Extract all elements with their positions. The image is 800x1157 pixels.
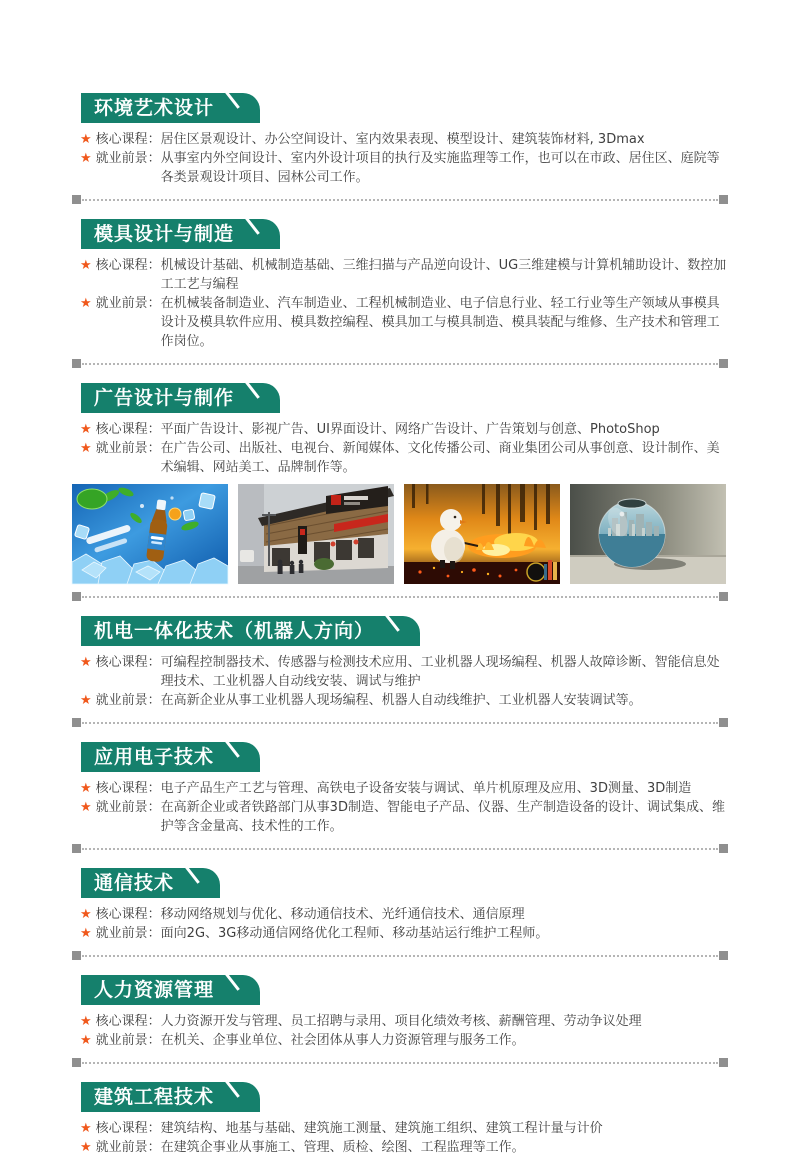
program-title-banner xyxy=(81,975,260,1005)
gallery-photo-city-in-fishbowl xyxy=(570,484,726,584)
separator-dotted-line xyxy=(82,596,718,598)
banner-ribbon-slit-icon xyxy=(245,217,260,235)
career-prospects-text: 从事室内外空间设计、室内外设计项目的执行及实施监理等工作，也可以在市政、居住区、庭院等各类景观设计项目、园林公司工作。 xyxy=(160,151,720,185)
program-title: 建筑工程技术 xyxy=(94,1086,215,1108)
career-prospects-text: 在高新企业或者铁路部门从事3D制造、智能电子产品、仪器、生产制造设备的设计、调试集成、维护等含金量高、技术性的工作。 xyxy=(160,800,725,834)
star-icon: ★ xyxy=(80,258,92,273)
star-icon: ★ xyxy=(80,781,92,796)
separator-square-left xyxy=(72,1058,81,1067)
program-title-banner xyxy=(81,1082,260,1112)
section-separator xyxy=(72,592,728,601)
career-prospects-row xyxy=(72,294,728,351)
core-courses-text: 人力资源开发与管理、员工招聘与录用、项目化绩效考核、薪酬管理、劳动争议处理 xyxy=(160,1014,642,1029)
program-title: 应用电子技术 xyxy=(94,746,215,768)
star-icon: ★ xyxy=(80,926,92,941)
program-section xyxy=(72,868,728,960)
career-prospects-row xyxy=(72,798,728,836)
section-separator xyxy=(72,844,728,853)
core-courses-row xyxy=(72,1012,728,1031)
core-courses-text: 居住区景观设计、办公空间设计、室内效果表现、模型设计、建筑装饰材料, 3Dmax xyxy=(160,132,645,147)
core-courses-text: 机械设计基础、机械制造基础、三维扫描与产品逆向设计、UG三维建模与计算机辅助设计、数控加工工艺与编程 xyxy=(160,258,727,292)
core-courses-label: 核心课程： xyxy=(95,781,161,796)
separator-dotted-line xyxy=(82,363,718,365)
career-prospects-text: 在建筑企事业从事施工、管理、质检、绘图、工程监理等工作。 xyxy=(160,1140,525,1155)
section-separator xyxy=(72,359,728,368)
separator-square-right xyxy=(719,844,728,853)
star-icon: ★ xyxy=(80,151,92,166)
career-prospects-label: 就业前景： xyxy=(95,926,161,941)
section-separator xyxy=(72,951,728,960)
star-icon: ★ xyxy=(80,800,92,815)
career-prospects-label: 就业前景： xyxy=(95,1033,161,1048)
separator-square-left xyxy=(72,592,81,601)
gallery-photo-snowman-forest-fire xyxy=(404,484,560,584)
banner-ribbon-slit-icon xyxy=(185,866,200,884)
program-title-banner xyxy=(81,219,280,249)
program-title: 通信技术 xyxy=(94,872,175,894)
core-courses-text: 建筑结构、地基与基础、建筑施工测量、建筑施工组织、建筑工程计量与计价 xyxy=(160,1121,603,1136)
star-icon: ★ xyxy=(80,907,92,922)
program-title-banner xyxy=(81,616,420,646)
separator-dotted-line xyxy=(82,1062,718,1064)
banner-ribbon-slit-icon xyxy=(225,973,240,991)
gallery-photo-bookstore-storefront xyxy=(238,484,394,584)
core-courses-text: 可编程控制器技术、传感器与检测技术应用、工业机器人现场编程、机器人故障诊断、智能信息处理技术、工业机器人自动线安装、调试与维护 xyxy=(160,655,720,689)
separator-square-right xyxy=(719,1058,728,1067)
career-prospects-text: 在机关、企事业单位、社会团体从事人力资源管理与服务工作。 xyxy=(160,1033,525,1048)
program-section xyxy=(72,742,728,853)
star-icon: ★ xyxy=(80,441,92,456)
career-prospects-row xyxy=(72,439,728,477)
star-icon: ★ xyxy=(80,422,92,437)
core-courses-label: 核心课程： xyxy=(95,132,161,147)
program-title: 机电一体化技术（机器人方向） xyxy=(94,620,375,642)
core-courses-row xyxy=(72,130,728,149)
career-prospects-row xyxy=(72,1138,728,1157)
banner-ribbon-slit-icon xyxy=(225,740,240,758)
separator-square-right xyxy=(719,195,728,204)
star-icon: ★ xyxy=(80,655,92,670)
program-title: 广告设计与制作 xyxy=(94,387,235,409)
career-prospects-row xyxy=(72,924,728,943)
program-section xyxy=(72,93,728,204)
career-prospects-row xyxy=(72,149,728,187)
career-prospects-label: 就业前景： xyxy=(95,151,161,166)
core-courses-label: 核心课程： xyxy=(95,1014,161,1029)
core-courses-text: 移动网络规划与优化、移动通信技术、光纤通信技术、通信原理 xyxy=(160,907,525,922)
core-courses-label: 核心课程： xyxy=(95,907,161,922)
banner-ribbon-slit-icon xyxy=(225,91,240,109)
star-icon: ★ xyxy=(80,296,92,311)
program-title-banner xyxy=(81,868,220,898)
program-section xyxy=(72,219,728,368)
section-separator xyxy=(72,718,728,727)
banner-ribbon-slit-icon xyxy=(385,614,400,632)
career-prospects-text: 在广告公司、出版社、电视台、新闻媒体、文化传播公司、商业集团公司从事创意、设计制作、美术编辑、网站美工、品牌制作等。 xyxy=(160,441,720,475)
separator-square-left xyxy=(72,844,81,853)
career-prospects-label: 就业前景： xyxy=(95,1140,161,1155)
core-courses-row xyxy=(72,420,728,439)
star-icon: ★ xyxy=(80,1121,92,1136)
career-prospects-label: 就业前景： xyxy=(95,296,161,311)
separator-dotted-line xyxy=(82,955,718,957)
career-prospects-text: 面向2G、3G移动通信网络优化工程师、移动基站运行维护工程师。 xyxy=(160,926,549,941)
program-section xyxy=(72,1082,728,1157)
core-courses-label: 核心课程： xyxy=(95,422,161,437)
separator-square-right xyxy=(719,359,728,368)
program-title: 环境艺术设计 xyxy=(94,97,215,119)
banner-ribbon-slit-icon xyxy=(245,381,260,399)
separator-square-left xyxy=(72,359,81,368)
separator-dotted-line xyxy=(82,722,718,724)
career-prospects-text: 在高新企业从事工业机器人现场编程、机器人自动线维护、工业机器人安装调试等。 xyxy=(160,693,642,708)
career-prospects-row xyxy=(72,691,728,710)
career-prospects-label: 就业前景： xyxy=(95,800,161,815)
star-icon: ★ xyxy=(80,1140,92,1155)
separator-square-right xyxy=(719,718,728,727)
separator-square-right xyxy=(719,951,728,960)
program-section xyxy=(72,383,728,601)
banner-ribbon-slit-icon xyxy=(225,1080,240,1098)
core-courses-text: 电子产品生产工艺与管理、高铁电子设备安装与调试、单片机原理及应用、3D测量、3D制造 xyxy=(160,781,692,796)
program-title: 人力资源管理 xyxy=(94,979,215,1001)
career-prospects-row xyxy=(72,1031,728,1050)
program-section xyxy=(72,616,728,727)
core-courses-label: 核心课程： xyxy=(95,258,161,273)
separator-square-left xyxy=(72,951,81,960)
star-icon: ★ xyxy=(80,693,92,708)
core-courses-row xyxy=(72,1119,728,1138)
separator-dotted-line xyxy=(82,848,718,850)
section-separator xyxy=(72,1058,728,1067)
core-courses-row xyxy=(72,653,728,691)
separator-square-left xyxy=(72,195,81,204)
star-icon: ★ xyxy=(80,132,92,147)
program-title-banner xyxy=(81,383,280,413)
program-title-banner xyxy=(81,93,260,123)
core-courses-label: 核心课程： xyxy=(95,1121,161,1136)
program-section xyxy=(72,975,728,1067)
program-title-banner xyxy=(81,742,260,772)
career-prospects-label: 就业前景： xyxy=(95,441,161,456)
core-courses-row xyxy=(72,779,728,798)
program-list xyxy=(72,0,728,1157)
program-title: 模具设计与制造 xyxy=(94,223,235,245)
core-courses-text: 平面广告设计、影视广告、UI界面设计、网络广告设计、广告策划与创意、PhotoShop xyxy=(160,422,660,437)
core-courses-row xyxy=(72,905,728,924)
star-icon: ★ xyxy=(80,1014,92,1029)
separator-dotted-line xyxy=(82,199,718,201)
star-icon: ★ xyxy=(80,1033,92,1048)
core-courses-label: 核心课程： xyxy=(95,655,161,670)
separator-square-left xyxy=(72,718,81,727)
section-separator xyxy=(72,195,728,204)
career-prospects-text: 在机械装备制造业、汽车制造业、工程机械制造业、电子信息行业、轻工行业等生产领域从事模具设计及模具软件应用、模具数控编程、模具加工与模具制造、模具装配与维修、生产技术和管理工作岗位。 xyxy=(160,296,720,349)
gallery-photo-ice-drink-ad xyxy=(72,484,228,584)
core-courses-row xyxy=(72,256,728,294)
separator-square-right xyxy=(719,592,728,601)
career-prospects-label: 就业前景： xyxy=(95,693,161,708)
program-gallery xyxy=(72,484,728,584)
